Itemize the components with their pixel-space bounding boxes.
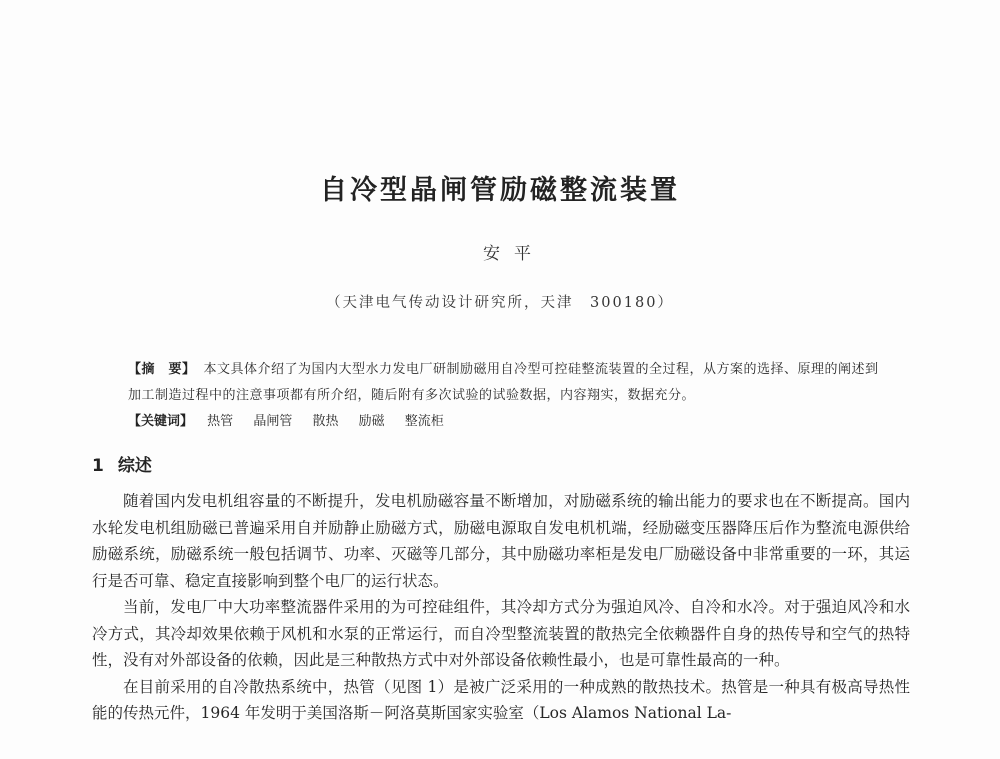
section-heading [92,451,152,476]
paper-title: 自冷型晶闸管励磁整流装置 [320,175,680,206]
author-affiliation: （天津电气传动设计研究所，天津 300180） [326,295,674,311]
section-number: 1 [92,456,104,476]
keyword: 散热 [312,414,339,429]
paragraph: 在目前采用的自冷散热系统中，热管（见图 1）是被广泛采用的一种成熟的散热技术。热管是一种具有极高导热性能的传热元件，1964 年发明于美国洛斯－阿洛莫斯国家实验室（Los Alamos National La- [92,677,910,722]
keyword: 整流柜 [404,414,444,429]
keyword: 热管 [207,414,234,429]
abstract-text: 本文具体介绍了为国内大型水力发电厂研制励磁用自冷型可控硅整流装置的全过程，从方案的选择、原理的阐述到加工制造过程中的注意事项都有所介绍，随后附有多次试验的试验数据，内容翔实，数据充分。 [128,362,879,403]
keywords-block [128,409,888,435]
keyword: 晶闸管 [253,414,293,429]
keyword: 励磁 [358,414,385,429]
abstract-block [128,357,888,409]
paragraph: 当前，发电厂中大功率整流器件采用的为可控硅组件，其冷却方式分为强迫风冷、自冷和水冷。对于强迫风冷和水冷方式，其冷却效果依赖于风机和水泵的正常运行，而自冷型整流装置的散热完全依赖器件自身的热传导和空气的热特性，没有对外部设备的依赖，因此是三种散热方式中对外部设备依赖性最小，也是可靠性最高的一种。 [92,598,910,669]
abstract-label: 【摘 要】 [128,362,196,377]
keywords-label: 【关键词】 [128,414,194,429]
section-title: 综述 [117,456,152,476]
author-name: 安平 [483,244,545,264]
body-text [92,488,910,727]
paragraph: 随着国内发电机组容量的不断提升，发电机励磁容量不断增加，对励磁系统的输出能力的要求也在不断提高。国内水轮发电机组励磁已普遍采用自并励静止励磁方式，励磁电源取自发电机机端，经励磁变压器降压后作为整流电源供给励磁系统，励磁系统一般包括调节、功率、灭磁等几部分，其中励磁功率柜是发电厂励磁设备中非常重要的一环，其运行是否可靠、稳定直接影响到整个电厂的运行状态。 [92,492,910,590]
